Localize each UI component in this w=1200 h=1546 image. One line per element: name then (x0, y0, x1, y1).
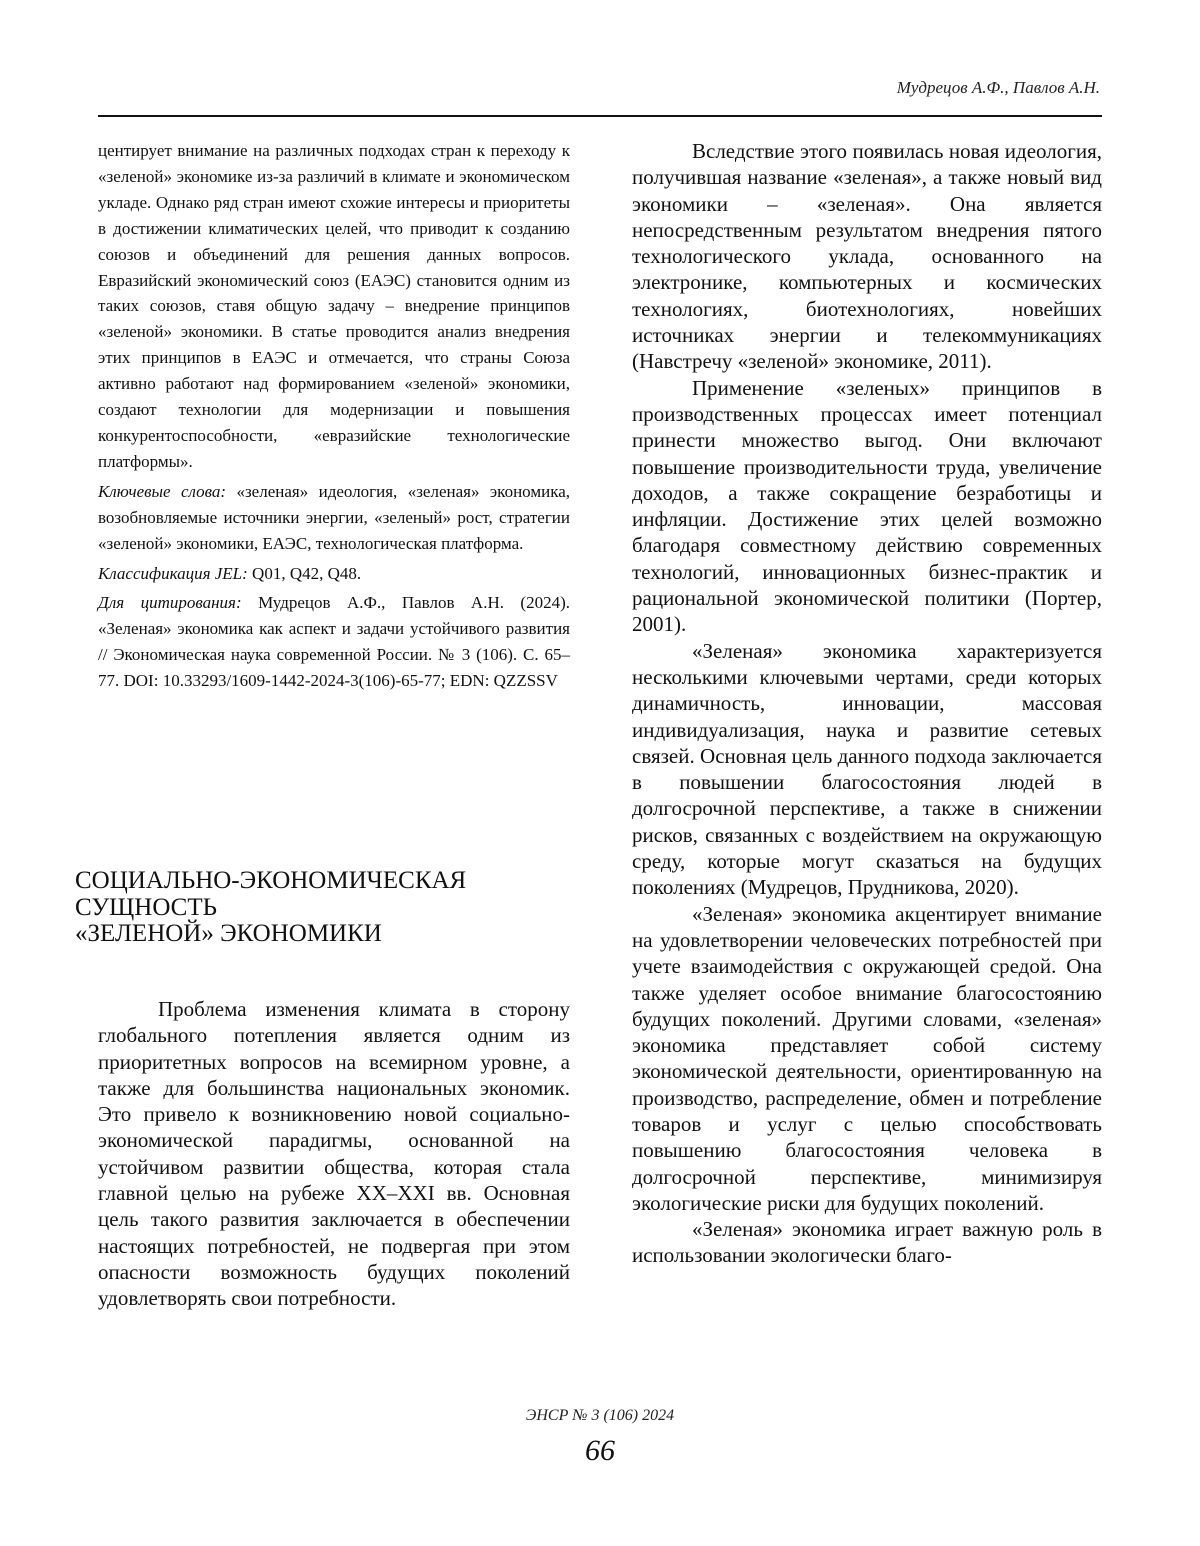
section-heading-line-1: СОЦИАЛЬНО-ЭКОНОМИЧЕСКАЯ (75, 868, 555, 895)
keywords-line (98, 479, 570, 557)
body-paragraph: Проблема изменения климата в сторону глобального потепления является одним из приоритетных вопросов на всемирном уровне, а также для большинства национальных экономик. Это привело к возникновению новой социально-экономической парадигмы, основанной на устойчивом развитии общества, которая стала главной целью на рубеже XX–XXI вв. Основная цель такого развития заключается в обеспечении настоящих потребностей, не подвергая при этом опасности возможность будущих поколений удовлетворять свои потребности. (98, 996, 570, 1312)
left-column-abstract (98, 138, 570, 694)
right-column-body (632, 138, 1102, 1269)
citation-label: Для цитирования: (98, 593, 242, 612)
left-column-body (98, 996, 570, 1312)
jel-line (98, 561, 570, 587)
section-heading (75, 868, 555, 948)
citation-line (98, 590, 570, 694)
journal-page (0, 0, 1200, 1546)
jel-label: Классификация JEL: (98, 564, 248, 583)
body-paragraph: «Зеленая» экономика играет важную роль в использовании экологически благо- (632, 1216, 1102, 1269)
abstract-text: центирует внимание на различных подходах стран к переходу к «зеленой» экономике из-за различий в климате и экономическом укладе. Однако ряд стран имеют схожие интересы и приоритеты в достижении климатических целей, что приводит к созданию союзов и объединений для решения данных вопросов. Евразийский экономический союз (ЕАЭС) становится одним из таких союзов, ставя общую задачу – внедрение принципов «зеленой» экономики. В статье проводится анализ внедрения этих принципов в ЕАЭС и отмечается, что страны Союза активно работают над формированием «зеленой» экономики, создают технологии для модернизации и повышения конкурентоспособности, «евразийские технологические платформы». (98, 138, 570, 475)
page-number: 66 (0, 1434, 1200, 1468)
body-paragraph: «Зеленая» экономика акцентирует внимание на удовлетворении человеческих потребностей при учете взаимодействия с окружающей средой. Она также уделяет особое внимание благосостоянию будущих поколений. Другими словами, «зеленая» экономика представляет собой систему экономической деятельности, ориентированную на производство, распределение, обмен и потребление товаров и услуг с целью способствовать повышению благосостояния человека в долгосрочной перспективе, минимизируя экологические риски для будущих поколений. (632, 901, 1102, 1217)
abstract-block (98, 138, 570, 694)
body-paragraph: Вследствие этого появилась новая идеология, получившая название «зеленая», а также новый вид экономики – «зеленая». Она является непосредственным результатом внедрения пятого технологического уклада, основанного на электронике, компьютерных и космических технологиях, биотехнологиях, новейших источниках энергии и телекоммуникациях (Навстречу «зеленой» экономике, 2011). (632, 138, 1102, 375)
keywords-text: «зеленая» идеология, «зеленая» экономика, возобновляемые источники энергии, «зеленый» рост, стратегии «зеленой» экономики, ЕАЭС, технологическая платформа. (98, 482, 570, 553)
section-heading-line-2: СУЩНОСТЬ (75, 895, 555, 922)
keywords-label: Ключевые слова: (98, 482, 226, 501)
citation-text: Мудрецов А.Ф., Павлов А.Н. (2024). «Зеленая» экономика как аспект и задачи устойчивого развития // Экономическая наука современной России. № 3 (106). С. 65–77. DOI: 10.33293/1609-1442-2024-3(106)-65-77; EDN: QZZSSV (98, 593, 570, 690)
header-rule (98, 115, 1102, 117)
body-paragraph: «Зеленая» экономика характеризуется несколькими ключевыми чертами, среди которых динамичность, инновации, массовая индивидуализация, наука и развитие сетевых связей. Основная цель данного подхода заключается в повышении благосостояния людей в долгосрочной перспективе, а также в снижении рисков, связанных с воздействием на окружающую среду, которые могут сказаться на будущих поколениях (Мудрецов, Прудникова, 2020). (632, 638, 1102, 901)
running-head-authors: Мудрецов А.Ф., Павлов А.Н. (897, 78, 1100, 98)
section-heading-line-3: «ЗЕЛЕНОЙ» ЭКОНОМИКИ (75, 921, 555, 948)
footer-journal-issue: ЭНСР № 3 (106) 2024 (0, 1407, 1200, 1425)
body-paragraph: Применение «зеленых» принципов в производственных процессах имеет потенциал принести множество выгод. Они включают повышение производительности труда, увеличение доходов, а также сокращение безработицы и инфляции. Достижение этих целей возможно благодаря совместному действию современных технологий, инновационных бизнес-практик и рациональной экономической политики (Портер, 2001). (632, 375, 1102, 638)
jel-text: Q01, Q42, Q48. (248, 564, 361, 583)
